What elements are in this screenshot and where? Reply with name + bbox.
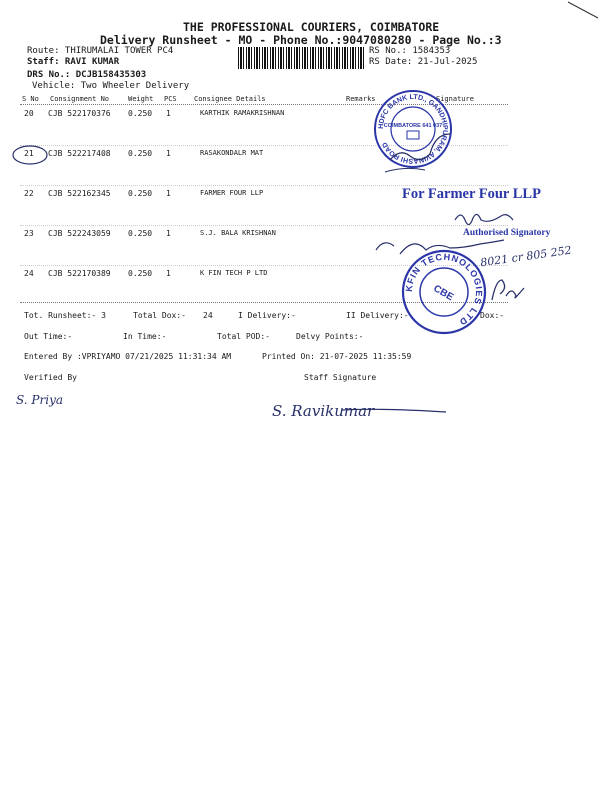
row-consignee: K FIN TECH P LTD <box>200 269 268 277</box>
total-pod: Total POD:- <box>217 332 270 341</box>
i-delivery: I Delivery:- <box>238 311 296 320</box>
total-dox-label: Total Dox:- <box>133 311 186 320</box>
col-consignment: Consignment No <box>50 95 110 103</box>
runsheet-subtitle: Delivery Runsheet - MO - Phone No.:9047080280 - Page No.:3 <box>100 33 502 47</box>
svg-text:CBE: CBE <box>431 283 456 304</box>
row-sno: 22 <box>24 189 34 198</box>
row-weight: 0.250 <box>128 149 153 158</box>
company-name: THE PROFESSIONAL COURIERS, COIMBATORE <box>183 20 440 34</box>
authorised-signatory: Authorised Signatory <box>463 228 551 238</box>
row-consignee: RASAKONDALR MAT <box>200 149 264 157</box>
col-remarks: Remarks <box>346 95 376 103</box>
col-sno: S No <box>22 95 39 103</box>
farmer-signature-icon <box>450 206 530 228</box>
row-divider <box>20 225 508 226</box>
handwritten-phone: 8021 cr 805 252 <box>479 243 573 270</box>
delvy-points: Delvy Points:- <box>296 332 364 341</box>
initials-scribble-icon <box>486 272 526 306</box>
col-signature: Signature <box>436 95 474 103</box>
row-sno: 24 <box>24 269 34 278</box>
row-consignment: CJB 522243059 <box>48 229 111 238</box>
drs-number: DRS No.: DCJB158435303 <box>27 70 147 80</box>
row-consignment: CJB 522162345 <box>48 189 111 198</box>
row-consignee: S.J. BALA KRISHNAN <box>200 229 276 237</box>
farmer-four-stamp: For Farmer Four LLP <box>402 186 541 202</box>
row-consignment: CJB 522170389 <box>48 269 111 278</box>
signature-scribble-icon <box>380 120 460 180</box>
ii-delivery: II Delivery:- <box>346 311 409 320</box>
scan-corner-mark-icon <box>566 0 600 20</box>
svg-text:KFIN TECHNOLOGIES LTD: KFIN TECHNOLOGIES LTD <box>403 251 485 328</box>
route: Route: THIRUMALAI TOWER PC4 <box>27 46 174 56</box>
row-consignment: CJB 522217408 <box>48 149 111 158</box>
row-pcs: 1 <box>166 109 171 118</box>
printed-on: Printed On: 21-07-2025 11:35:59 <box>262 352 412 361</box>
row-weight: 0.250 <box>128 229 153 238</box>
tot-runsheet: Tot. Runsheet:- 3 <box>24 311 106 320</box>
row-weight: 0.250 <box>128 109 153 118</box>
out-time: Out Time:- <box>24 332 73 341</box>
verified-signature: S. Priya <box>16 393 64 407</box>
row-sno: 21 <box>24 149 34 158</box>
col-consignee: Consignee Details <box>194 95 266 103</box>
rs-date: RS Date: 21-Jul-2025 <box>369 57 478 67</box>
dox: Dox:- <box>480 311 505 320</box>
staff-handwritten-signature: S. Ravikumar <box>272 402 375 420</box>
row-consignee: FARMER FOUR LLP <box>200 189 264 197</box>
row-weight: 0.250 <box>128 269 153 278</box>
row-pcs: 1 <box>166 229 171 238</box>
vehicle: Vehicle: Two Wheeler Delivery <box>32 81 190 91</box>
svg-text:HDFC BANK LTD., GANDHIPURAM, A: HDFC BANK LTD., GANDHIPURAM, AVINASHI ROAD <box>377 93 449 165</box>
row-pcs: 1 <box>166 269 171 278</box>
row-sno: 23 <box>24 229 34 238</box>
col-pcs: PCS <box>164 95 177 103</box>
svg-text:COIMBATORE 641 037: COIMBATORE 641 037 <box>383 123 443 129</box>
row-pcs: 1 <box>166 149 171 158</box>
verified-by-label: Verified By <box>24 373 77 382</box>
staff: Staff: RAVI KUMAR <box>27 57 120 67</box>
kfin-signature-icon <box>370 234 540 262</box>
row-sno: 20 <box>24 109 34 118</box>
signature-underline-icon <box>340 404 450 416</box>
row-consignment: CJB 522170376 <box>48 109 111 118</box>
row-weight: 0.250 <box>128 189 153 198</box>
staff-signature-label: Staff Signature <box>304 373 377 382</box>
row-consignee: KARTHIK RAMAKRISHNAN <box>200 109 285 117</box>
row-pcs: 1 <box>166 189 171 198</box>
col-weight: Weight <box>128 95 154 103</box>
circle-mark-icon <box>10 143 50 167</box>
in-time: In Time:- <box>123 332 167 341</box>
barcode <box>238 47 366 69</box>
rs-number: RS No.: 1584353 <box>369 46 451 56</box>
entered-by: Entered By :VPRIYAMO 07/21/2025 11:31:34 AM <box>24 352 232 361</box>
total-dox-value: 24 <box>203 311 213 320</box>
